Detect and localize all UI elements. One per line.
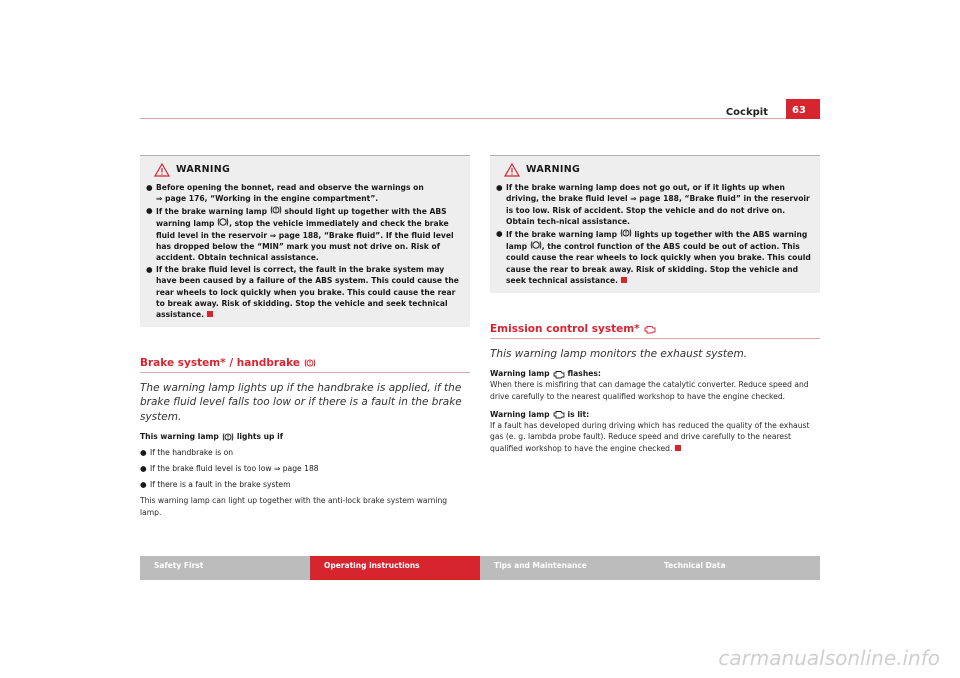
list-item: ● Before opening the bonnet, read and observe the warnings on ⇒ page 176, “Working in the engine compartment”. (146, 183, 424, 204)
list-item: ● If the handbrake is on (140, 448, 234, 458)
abs-warning-icon (530, 240, 542, 250)
warning-title: WARNING (526, 164, 581, 176)
end-marker (675, 445, 681, 451)
brake-warning-icon (222, 432, 234, 442)
footer-tab-operating-instructions[interactable]: Operating instructions (310, 556, 480, 580)
brake-warning-icon (620, 228, 632, 238)
warning-triangle-icon (504, 163, 520, 177)
brake-warning-icon (304, 358, 316, 368)
sub-heading: Warning lamp flashes: (490, 369, 601, 379)
brake-warning-icon (270, 205, 282, 215)
sub-heading: Warning lamp is lit: (490, 409, 590, 419)
page-number: 63 (786, 99, 820, 119)
list-item: ● If there is a fault in the brake system (140, 480, 291, 490)
brake-section (140, 357, 470, 518)
engine-emission-icon (644, 324, 656, 334)
body-paragraph: When there is misfiring that can damage the catalytic converter. Reduce speed and drive carefully to the nearest qualified workshop to have the engine checked. (490, 380, 809, 401)
watermark: carmanualsonline.info (718, 646, 940, 670)
list-item: ● If the brake fluid level is correct, the fault in the brake system may have been caused by a failure of the ABS system. This could cause the rear wheels to lock quickly when you brake. This could cause the rear to break away. Risk of skidding. Stop the vehicle and seek technical assistance. (146, 264, 459, 320)
section-intro: This warning lamp monitors the exhaust system. (490, 347, 748, 360)
warning-box-right (490, 155, 820, 293)
footer-tab-technical-data[interactable]: Technical Data (650, 556, 820, 580)
section-title: Emission control system* (490, 322, 640, 335)
section-note: This warning lamp can light up together with the anti-lock brake system warning lamp. (140, 496, 448, 517)
chapter-title: Cockpit (725, 107, 768, 118)
warning-box-left (140, 155, 470, 327)
emission-section (490, 323, 820, 455)
engine-emission-icon (553, 369, 565, 379)
list-item: ● If the brake fluid level is too low ⇒ page 188 (140, 464, 319, 474)
header-rule (140, 118, 820, 119)
warning-title: WARNING (176, 164, 231, 176)
end-marker (207, 311, 213, 317)
sub-heading: This warning lamp lights up if (140, 432, 284, 442)
body-paragraph: If a fault has developed during driving which has reduced the quality of the exhaust gas (e. g. lambda probe fault). Reduce speed and drive carefully to the nearest qualified workshop to have the engine checked. (490, 420, 810, 453)
right-column (490, 155, 820, 454)
list-item: ● If the brake warning lamp does not go out, or if it lights up when driving, the brake fluid level ⇒ page 188, “Brake fluid” in the reservoir is too low. Risk of accident. Stop the vehicle and do not drive on. Obtain tech-nical assistance. (496, 183, 810, 227)
engine-emission-icon (553, 409, 565, 419)
list-item: ● If the brake warning lamp should light up together with the ABS warning lamp , stop the vehicle immediately and check the brake fluid level in the reservoir ⇒ page 188, “Brake fluid”. If the fluid level has dropped below the “MIN” mark you must not drive on. Risk of accident. Obtain technical assistance. (146, 205, 454, 263)
footer-tab-safety-first[interactable]: Safety First (140, 556, 310, 580)
footer-tab-tips-maintenance[interactable]: Tips and Maintenance (480, 556, 650, 580)
list-item: ● If the brake warning lamp lights up together with the ABS warning lamp , the control function of the ABS could be out of action. This could cause the rear wheels to lock quickly when you brake. This could cause the rear to break away. Risk of skidding. Stop the vehicle and seek technical assistance. (496, 228, 811, 286)
left-column (140, 155, 470, 518)
section-title: Brake system* / handbrake (140, 356, 300, 369)
warning-triangle-icon (154, 163, 170, 177)
section-intro: The warning lamp lights up if the handbrake is applied, if the brake fluid level falls too low or if there is a fault in the brake system. (140, 381, 462, 423)
abs-warning-icon (217, 217, 229, 227)
end-marker (621, 277, 627, 283)
